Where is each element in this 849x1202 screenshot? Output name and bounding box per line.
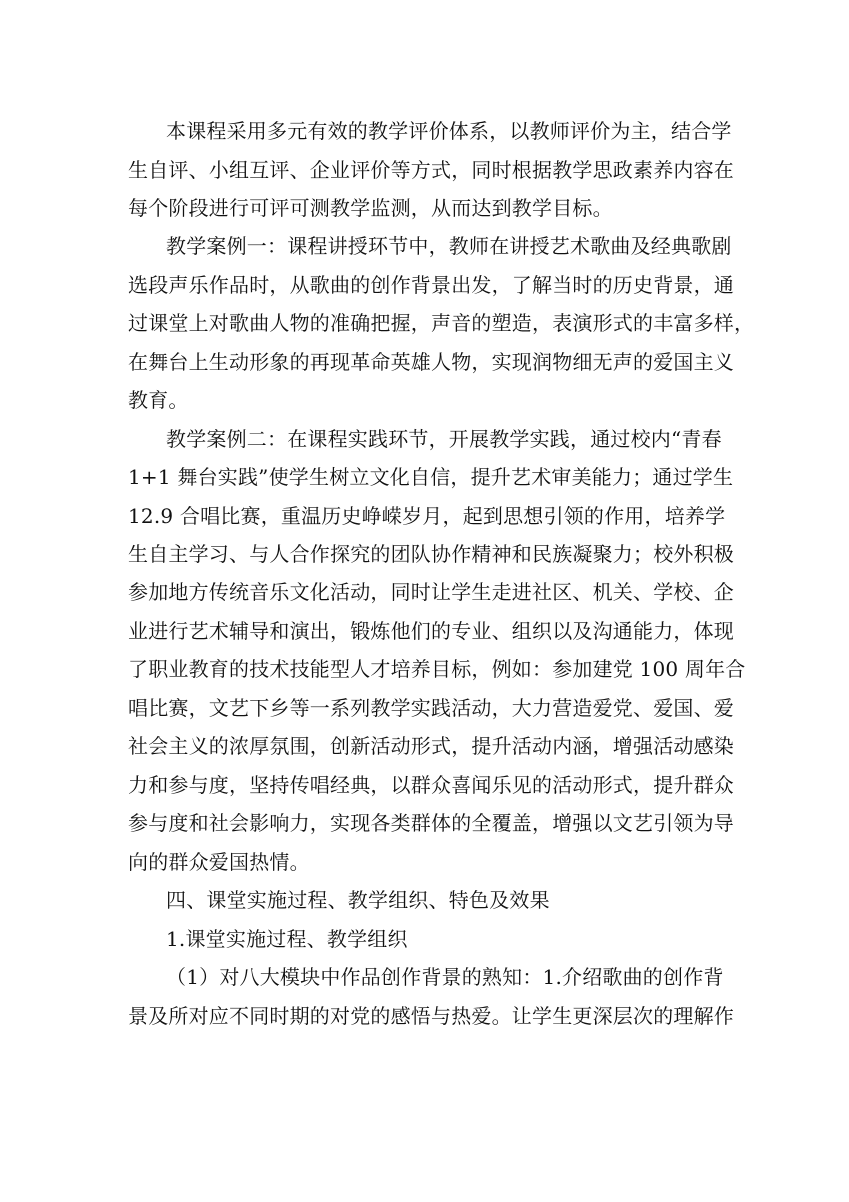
paragraph-line: 在舞台上生动形象的再现革命英雄人物，实现润物细无声的爱国主义 xyxy=(128,350,734,374)
paragraph-line: 向的群众爱国热情。 xyxy=(128,850,310,874)
paragraph-line: 力和参与度，坚持传唱经典，以群众喜闻乐见的活动形式，提升群众 xyxy=(128,773,734,797)
paragraph-line: （1）对八大模块中作品创作背景的熟知：1.介绍歌曲的创作背 xyxy=(166,965,724,989)
paragraph-line: 业进行艺术辅导和演出，锻炼他们的专业、组织以及沟通能力，体现 xyxy=(128,619,734,643)
paragraph-line: 参加地方传统音乐文化活动，同时让学生走进社区、机关、学校、企 xyxy=(128,580,734,604)
paragraph-line: 本课程采用多元有效的教学评价体系，以教师评价为主，结合学 xyxy=(166,119,732,143)
paragraph-line: 教学案例一：课程讲授环节中，教师在讲授艺术歌曲及经典歌剧 xyxy=(166,234,732,258)
paragraph-line: 生自评、小组互评、企业评价等方式，同时根据教学思政素养内容在 xyxy=(128,158,734,182)
paragraph-line: 每个阶段进行可评可测教学监测，从而达到教学目标。 xyxy=(128,196,613,220)
paragraph-line: 教学案例二：在课程实践环节，开展教学实践，通过校内“青春 xyxy=(166,427,722,451)
paragraph-line: 12.9 合唱比赛，重温历史峥嵘岁月，起到思想引领的作用，培养学 xyxy=(128,504,726,528)
paragraph-line: 教育。 xyxy=(128,388,189,412)
paragraph-line: 社会主义的浓厚氛围，创新活动形式，提升活动内涵，增强活动感染 xyxy=(128,734,734,758)
paragraph-line: 了职业教育的技术技能型人才培养目标，例如：参加建党 100 周年合 xyxy=(128,657,746,681)
paragraph-line: 过课堂上对歌曲人物的准确把握，声音的塑造，表演形式的丰富多样， xyxy=(128,311,755,335)
subsection-heading: 1.课堂实施过程、教学组织 xyxy=(166,927,408,951)
paragraph-line: 景及所对应不同时期的对党的感悟与热爱。让学生更深层次的理解作 xyxy=(128,1004,734,1028)
paragraph-line: 选段声乐作品时，从歌曲的创作背景出发，了解当时的历史背景，通 xyxy=(128,273,734,297)
paragraph-line: 唱比赛，文艺下乡等一系列教学实践活动，大力营造爱党、爱国、爱 xyxy=(128,696,734,720)
paragraph-line: 1+1 舞台实践”使学生树立文化自信，提升艺术审美能力；通过学生 xyxy=(128,465,734,489)
section-heading: 四、课堂实施过程、教学组织、特色及效果 xyxy=(166,888,550,912)
paragraph-line: 生自主学习、与人合作探究的团队协作精神和民族凝聚力；校外积极 xyxy=(128,542,734,566)
paragraph-line: 参与度和社会影响力，实现各类群体的全覆盖，增强以文艺引领为导 xyxy=(128,811,734,835)
